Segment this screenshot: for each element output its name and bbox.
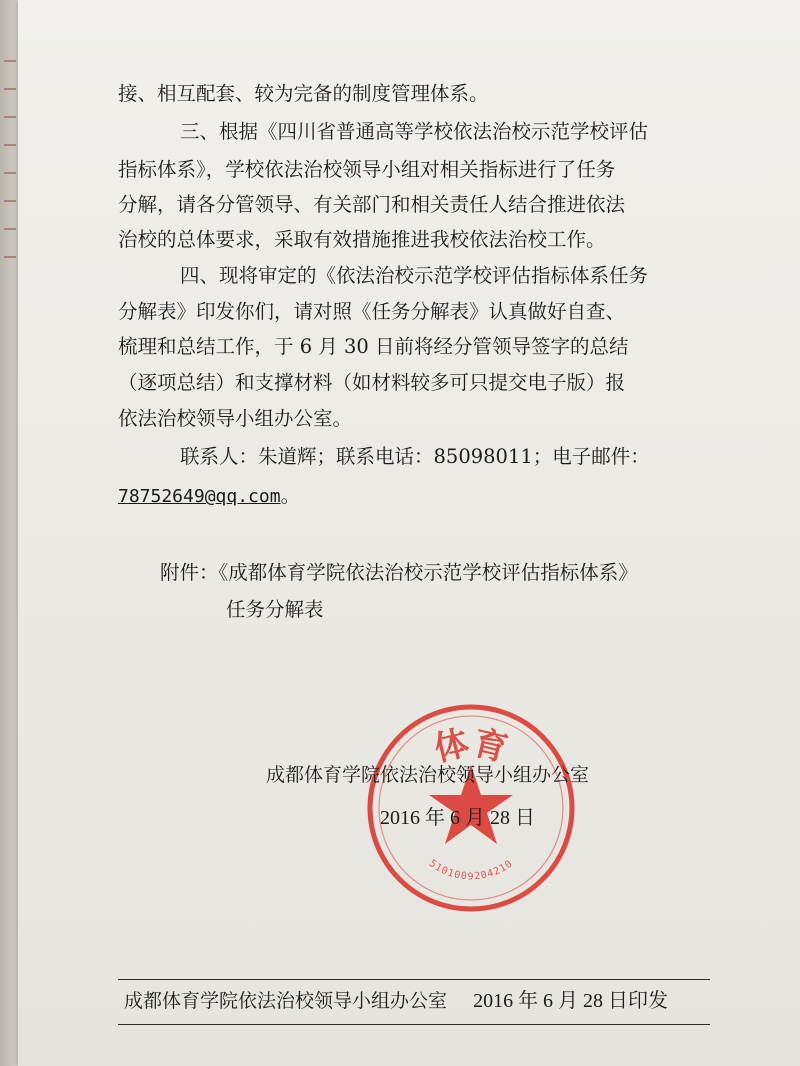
paragraph-4-line-2: 分解表》印发你们，请对照《任务分解表》认真做好自查、 bbox=[118, 300, 626, 323]
paragraph-3-line-3: 分解，请各分管领导、有关部门和相关责任人结合推进依法 bbox=[118, 193, 626, 216]
seal-arc-text: 体育 bbox=[430, 722, 512, 770]
document-page bbox=[18, 0, 800, 1066]
svg-text:5101009204210 bbox=[427, 858, 515, 882]
paragraph-3-line-4: 治校的总体要求，采取有效措施推进我校依法治校工作。 bbox=[118, 228, 606, 251]
paragraph-4-line-3: 梳理和总结工作，于 6 月 30 日前将经分管领导签字的总结 bbox=[118, 335, 629, 358]
paragraph-4-line-4: （逐项总结）和支撑材料（如材料较多可只提交电子版）报 bbox=[118, 371, 626, 394]
footer-rule-top bbox=[118, 979, 710, 980]
paragraph-3-line-1: 三、根据《四川省普通高等学校依法治校示范学校评估 bbox=[180, 120, 649, 143]
seal-serial: 5101009204210 bbox=[426, 858, 516, 883]
paragraph-4-line-1: 四、现将审定的《依法治校示范学校评估指标体系任务 bbox=[180, 264, 649, 287]
paragraph-2-tail: 接、相互配套、较为完备的制度管理体系。 bbox=[118, 82, 489, 105]
contact-email-line bbox=[118, 484, 300, 509]
signature-office: 成都体育学院依法治校领导小组办公室 bbox=[266, 764, 590, 786]
attachment-line-2: 任务分解表 bbox=[226, 598, 324, 621]
adjacent-page-edge bbox=[0, 0, 20, 1066]
footer-issue-date: 2016 年 6 月 28 日印发 bbox=[473, 990, 669, 1012]
paragraph-4-line-5: 依法治校领导小组办公室。 bbox=[118, 407, 353, 430]
footer-rule-bottom bbox=[118, 1024, 710, 1025]
attachment-line-1: 附件：《成都体育学院依法治校示范学校评估指标体系》 bbox=[160, 561, 638, 584]
signature-date: 2016 年 6 月 28 日 bbox=[380, 807, 535, 829]
email-link[interactable]: 78752649@qq.com bbox=[118, 486, 281, 507]
contact-line: 联系人：朱道辉；联系电话：85098011；电子邮件： bbox=[180, 445, 650, 468]
footer-issuer bbox=[124, 989, 668, 1013]
footer-office: 成都体育学院依法治校领导小组办公室 bbox=[124, 990, 448, 1012]
paragraph-3-line-2: 指标体系》，学校依法治校领导小组对相关指标进行了任务 bbox=[118, 158, 616, 181]
email-period: 。 bbox=[280, 484, 301, 507]
